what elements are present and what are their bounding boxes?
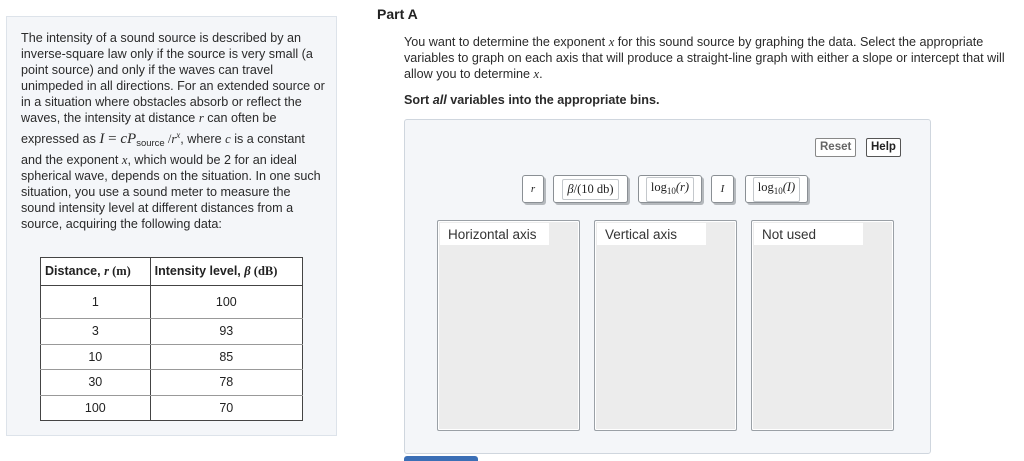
- token-log10-r[interactable]: [638, 175, 702, 203]
- formula-sub: source: [136, 137, 165, 149]
- problem-text-3: , where: [180, 131, 226, 146]
- bin-horizontal-label: Horizontal axis: [448, 227, 537, 242]
- col2-var: β: [244, 264, 251, 278]
- instruction-text: [404, 93, 659, 107]
- question-text: [404, 34, 1014, 82]
- question-text-3: .: [539, 67, 543, 82]
- help-button[interactable]: Help: [866, 138, 901, 157]
- bin-vertical-label: Vertical axis: [605, 227, 678, 242]
- token-I[interactable]: [711, 175, 734, 203]
- problem-panel: [6, 16, 337, 436]
- level-cell: 100: [150, 286, 302, 319]
- formula-over: /: [164, 131, 172, 146]
- col-distance-header: [41, 258, 151, 286]
- problem-text-5: , which would be 2 for an ideal spherical wave, depends on the situation. In one such situation, you use a sound meter to measure the sound intensity level at different distances from a source, acquiring the following data:: [21, 152, 321, 232]
- formula-eq: =: [104, 130, 121, 147]
- question-text-1: You want to determine the exponent: [404, 35, 609, 49]
- token-logr-sub: 10: [666, 185, 676, 196]
- token-beta-over-10db[interactable]: [553, 175, 628, 203]
- formula-cP: cP: [120, 130, 137, 147]
- distance-cell: 1: [41, 286, 151, 319]
- col-intensity-header: [150, 258, 302, 286]
- col2-unit: (dB): [250, 264, 278, 278]
- table-row: [41, 286, 303, 319]
- formula-sup: x: [176, 129, 181, 140]
- question-var-x-2: x: [533, 67, 540, 82]
- token-r-label: r: [530, 183, 536, 195]
- problem-text-2: can often be expressed as: [21, 111, 277, 146]
- level-cell: 78: [150, 370, 302, 396]
- submit-button[interactable]: [404, 456, 478, 461]
- table-row: [41, 344, 303, 370]
- token-r[interactable]: [522, 175, 544, 203]
- col1-var: r: [104, 264, 109, 278]
- bin-horizontal-axis[interactable]: [437, 220, 580, 431]
- token-logI-sub: 10: [773, 185, 783, 196]
- level-cell: 93: [150, 319, 302, 345]
- instruction-emphasis: all: [432, 93, 447, 107]
- token-logI-fn: log: [757, 179, 774, 194]
- token-beta-symbol: β: [567, 181, 574, 196]
- token-log10-I[interactable]: [745, 175, 808, 203]
- table-row: [41, 319, 303, 345]
- problem-text-4: is a constant and the exponent: [21, 131, 305, 167]
- col2-label: Intensity level,: [154, 264, 245, 278]
- distance-cell: 30: [41, 370, 151, 396]
- distance-cell: 3: [41, 319, 151, 345]
- bin-not-used-label: Not used: [762, 227, 817, 242]
- token-I-label: I: [720, 183, 725, 195]
- token-logI-inner: [753, 177, 800, 202]
- token-logr-arg: (r): [675, 179, 690, 194]
- instruction-post: variables into the appropriate bins.: [446, 93, 660, 107]
- token-beta-inner: [562, 179, 618, 200]
- formula-I: I: [99, 130, 105, 147]
- token-beta-rest: /(10 db): [573, 181, 614, 196]
- var-c: c: [225, 131, 231, 146]
- problem-statement: [21, 30, 325, 232]
- level-cell: 70: [150, 395, 302, 421]
- col1-unit: (m): [108, 264, 131, 278]
- token-logr-inner: [646, 177, 694, 202]
- question-text-2: for this sound source by graphing the data. Select the appropriate variables to graph on each axis that will produce a straight-line graph with either a slope or intercept that will allow you to determine: [404, 35, 1005, 82]
- question-var-x: x: [608, 35, 615, 49]
- bin-not-used[interactable]: [751, 220, 894, 431]
- formula-r: r: [171, 131, 177, 146]
- problem-text-1: The intensity of a sound source is described by an inverse-square law only if the source is very small (a point source) and only if the waves can travel unimpeded in all directions. For an extended source or in a situation where obstacles absorb or reflect the waves, the intensity at distance: [21, 31, 325, 126]
- table-row: [41, 395, 303, 421]
- distance-cell: 100: [41, 395, 151, 421]
- data-table: [40, 257, 303, 421]
- bin-vertical-axis[interactable]: [594, 220, 737, 431]
- part-title: Part A: [377, 6, 418, 22]
- reset-button[interactable]: Reset: [815, 138, 856, 157]
- instruction-pre: Sort: [404, 93, 433, 107]
- table-row: [41, 370, 303, 396]
- var-r: r: [198, 111, 204, 126]
- level-cell: 85: [150, 344, 302, 370]
- distance-cell: 10: [41, 344, 151, 370]
- token-logI-arg: (I): [782, 179, 796, 194]
- col1-label: Distance,: [45, 264, 105, 278]
- var-x: x: [121, 152, 128, 167]
- token-logr-fn: log: [650, 179, 667, 194]
